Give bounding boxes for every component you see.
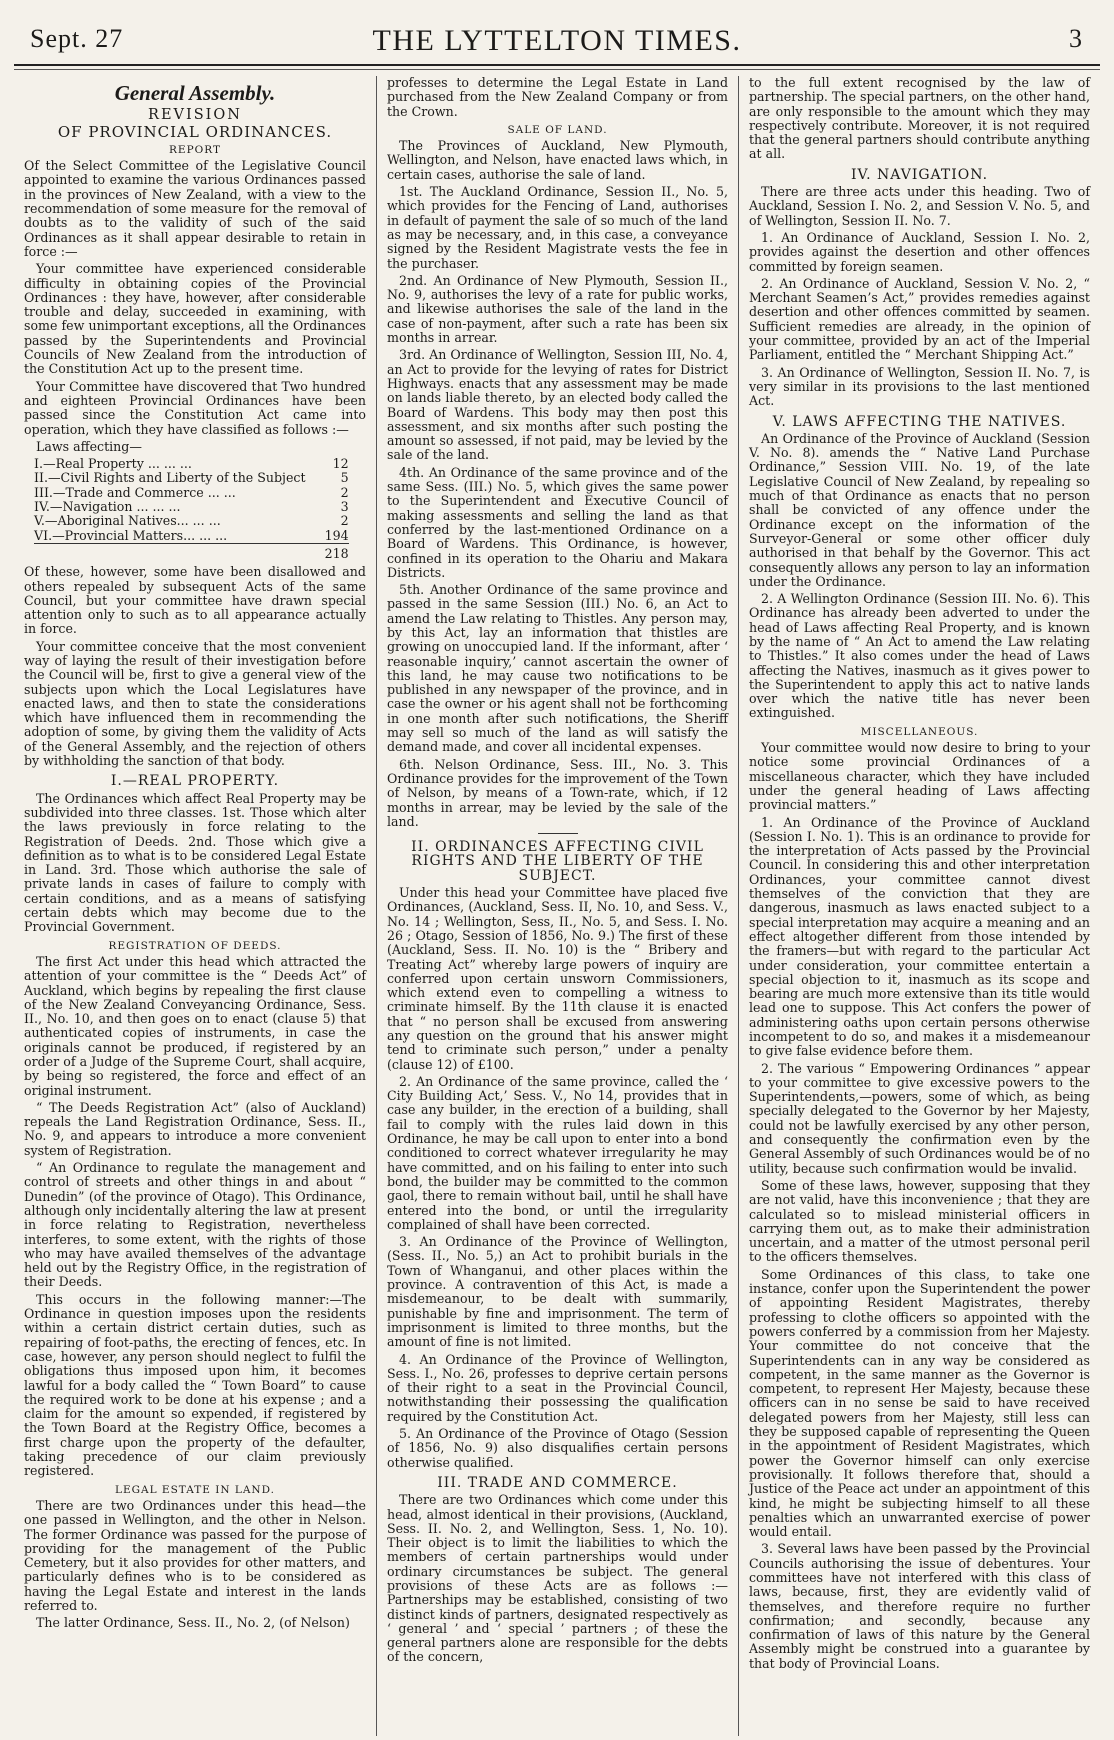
- table-row: [34, 500, 349, 514]
- issue-date: Sept. 27: [30, 24, 124, 53]
- paragraph: 2. An Ordinance of Auckland, Session V. No. 2, “ Merchant Seamen’s Act,” provides remedies against desertion and other offences committed by seamen. Sufficient remedies are already, in the opinion of your committee, provided by an act of the Imperial Parliament, entitled the “ Merchant Shipping Act.”: [749, 275, 1090, 363]
- table-row: [34, 486, 349, 500]
- paragraph: Some of these laws, however, supposing that they are not valid, have this inconvenience ; that they are calculated so to mislead ministerial officers in carrying them out, as to make their administration uncertain, and a matter of the utmost personal peril to the officers themselves.: [749, 1177, 1090, 1265]
- paragraph: Of these, however, some have been disallowed and others repealed by subsequent Acts of the same Council, but your committee have drawn special attention only to such as to all appearance actually in force.: [24, 564, 366, 637]
- paragraph: “ The Deeds Registration Act” (also of Auckland) repeals the Land Registration Ordinance, Sess. II., No. 9, and appears to introduce a more convenient system of Registration.: [24, 1099, 366, 1158]
- masthead-rule: [14, 66, 1100, 70]
- table-total-row: [34, 543, 349, 561]
- laws-total: 218: [319, 543, 349, 561]
- paragraph: 4. An Ordinance of the Province of Wellington, Sess. I., No. 26, professes to deprive certain persons of their right to a seat in the Provincial Council, notwithstanding their possessing the qualification required by the Constitution Act.: [387, 1351, 728, 1424]
- law-label: VI.—Provincial Matters... ... ...: [34, 527, 228, 543]
- paragraph: Your committee have experienced considerable difficulty in obtaining copies of the Provincial Ordinances : they have, however, after considerable trouble and delay, succeeded in examining, with some few unimportant exceptions, all the Ordinances passed by the Superintendents and Provincial Councils of New Zealand from the introduction of the Constitution Act up to the present time.: [24, 261, 366, 377]
- paragraph: The latter Ordinance, Sess. II., No. 2, (of Nelson): [36, 1615, 350, 1631]
- paragraph: Your committee conceive that the most convenient way of laying the result of their investigation before the Council will be, first to give a general view of the subjects upon which the Local Legislatures have enacted laws, and then to state the considerations which have influenced them in recommending the adoption of some, by giving them the validity of Acts of the General Assembly, and the rejection of others by withholding the sanction of that body.: [24, 638, 366, 769]
- paragraph: 4th. An Ordinance of the same province and of the same Sess. (III.) No. 5, which gives the same power to the Superintendent and Executive Council of making assessments and selling the land as that conferred by the last-mentioned Ordinance on a Board of Wardens. This Ordinance, is however, confined in its operation to the Ohariu and Makara Districts.: [387, 464, 728, 580]
- paragraph: 6th. Nelson Ordinance, Sess. III., No. 3. This Ordinance provides for the improvement of the Town of Nelson, by means of a Town-rate, which, if 12 months in arrear, may be levied by the sale of the land.: [387, 756, 728, 829]
- law-label: III.—Trade and Commerce ... ...: [34, 484, 236, 500]
- paragraph: professes to determine the Legal Estate in Land purchased from the New Zealand Company or from the Crown.: [387, 76, 728, 119]
- masthead: [14, 0, 1100, 66]
- article-subheading: OF PROVINCIAL ORDINANCES.: [57, 122, 333, 141]
- paragraph: 2nd. An Ordinance of New Plymouth, Session II., No. 9, authorises the levy of a rate for public works, and likewise authorises the sale of the land in the case of non-payment, after such a rate has been six months in arrear.: [387, 272, 728, 346]
- section-title: General Assembly.: [114, 81, 276, 105]
- laws-label: Laws affecting—: [36, 438, 142, 454]
- sale-heading: SALE OF LAND.: [507, 123, 608, 136]
- paragraph: An Ordinance of the Province of Auckland (Session V. No. 8). amends the “ Native Land Purchase Ordinance,” Session VIII. No. 19, of the late Legislative Council of New Zealand, by repealing so much of that Ordinance as enacts that no person shall be convicted of any offence under the Ordinance except on the information of the Surveyor-General or some other officer duly authorised in that behalf by the Governor. This act consequently allows any person to lay an information under the Ordinance.: [749, 430, 1090, 589]
- paragraph: The first Act under this head which attracted the attention of your committee is the “ Deeds Act” of Auckland, which begins by repealing the first clause of the New Zealand Conveyancing Ordinance, Sess. II., No. 10, and then goes on to enact (clause 5) that authenticated copies of instruments, in case the originals cannot be produced, if registered by an order of a Judge of the Supreme Court, shall acquire, by being so registered, the force and effect of an original instrument.: [24, 953, 366, 1098]
- report-label: REPORT: [169, 143, 221, 156]
- newspaper-title: THE LYTTELTON TIMES.: [372, 24, 742, 57]
- law-count: 12: [332, 456, 349, 472]
- law-count: 3: [340, 499, 349, 515]
- paragraph: 1. An Ordinance of Auckland, Session I. No. 2, provides against the desertion and other offences committed by foreign seamen.: [749, 229, 1090, 274]
- law-label: IV.—Navigation ... ... ...: [34, 499, 181, 515]
- table-row: [34, 529, 349, 544]
- law-label: II.—Civil Rights and Liberty of the Subject: [34, 470, 306, 486]
- paragraph: Under this head your Committee have placed five Ordinances, (Auckland, Sess. II, No. 10, and Sess. V., No. 14 ; Wellington, Sess, II., No. 5, and Sess. I. No. 26 ; Otago, Session of 1856, No. 9.) The first of these (Auckland, Sess. II. No. 10) is the “ Bribery and Treating Act” whereby large powers of inquiry are conferred upon certain unsworn Commissioners, which extend even to compelling a witness to criminate himself. By the 11th clause it is enacted that “ no person shall be excused from answering any question on the ground that his answer might tend to criminate such person,” under a penalty (clause 12) of £100.: [387, 885, 728, 1072]
- paragraph: Your committee would now desire to bring to your notice some provincial Ordinances of a miscellaneous character, which they have included under the general heading of Laws affecting provincial matters.”: [749, 740, 1090, 813]
- law-count: 2: [340, 513, 349, 529]
- paragraph: 2. A Wellington Ordinance (Session III. No. 6). This Ordinance has already been adverted to under the head of Laws affecting Real Property, and is known by the name of “ An Act to amend the Law relating to Thistles.” It also comes under the head of Laws affecting the Natives, inasmuch as it gives power to the Superintendent to apply this act to native lands over which the native title has never been extinguished.: [749, 591, 1090, 721]
- paragraph: 3rd. An Ordinance of Wellington, Session III, No. 4, an Act to provide for the levying of rates for District Highways. enacts that any assessment may be made on lands liable thereto, by an elected body called the Board of Wardens. This body may then post this assessment, and six months after such posting the amount so assessed, if not paid, may be levied by the sale of the land.: [387, 347, 728, 463]
- registration-heading: REGISTRATION OF DEEDS.: [108, 939, 282, 952]
- legal-estate-heading: LEGAL ESTATE IN LAND.: [114, 1483, 276, 1496]
- laws-table: [34, 457, 349, 561]
- table-row: [34, 514, 349, 528]
- paragraph: 5. An Ordinance of the Province of Otago (Session of 1856, No. 9) also disqualifies certain persons otherwise qualified.: [387, 1426, 728, 1470]
- misc-heading: MISCELLANEOUS.: [860, 725, 979, 738]
- paragraph: 3. An Ordinance of Wellington, Session II. No. 7, is very similar in its provisions to the last mentioned Act.: [749, 364, 1090, 409]
- column-1: [14, 76, 376, 1736]
- trade-heading: III. TRADE AND COMMERCE.: [437, 1474, 678, 1491]
- law-count: 5: [340, 470, 349, 486]
- columns: [14, 76, 1100, 1736]
- table-row: [34, 471, 349, 485]
- column-3: [738, 76, 1100, 1736]
- paragraph: There are two Ordinances which come under this head, almost identical in their provisions, (Auckland, Sess. II. No. 2, and Wellington, Sess. 1, No. 10). Their object is to limit the liabilities to which the members of certain partnerships would under ordinary circumstances be subject. The general provisions of these Acts are as follows :—Partnerships may be established, consisting of two distinct kinds of partners, designated respectively as ‘ general ’ and ‘ special ’ partners ; of these the general partners alone are responsible for the debts of the concern,: [387, 1492, 728, 1665]
- paragraph: The Provinces of Auckland, New Plymouth, Wellington, and Nelson, have enacted laws which, in certain cases, authorise the sale of land.: [387, 138, 728, 182]
- natives-heading: V. LAWS AFFECTING THE NATIVES.: [772, 413, 1067, 430]
- paragraph: 2. The various “ Empowering Ordinances ” appear to your committee to give excessive powers to the Superintendents,—powers, some of which, as being specially delegated to the Governor by her Majesty, could not be lawfully exercised by any other person, and consequently the confirmation even by the General Assembly of such Ordinances would be of no utility, because such confirmation would be invalid.: [749, 1060, 1090, 1176]
- paragraph: This occurs in the following manner:—The Ordinance in question imposes upon the residents within a certain district certain duties, such as repairing of foot-paths, the erecting of fences, etc. In case, however, any person should neglect to fulfil the obligations thus imposed upon him, it becomes lawful for a body called the “ Town Board” to cause the required work to be done at his expense ; and a claim for the amount so expended, if registered by the Town Board at the Registry Office, becomes a first charge upon the property of the defaulter, taking precedence of our claim previously registered.: [24, 1291, 366, 1479]
- law-count: 2: [340, 484, 349, 500]
- law-count: 194: [324, 527, 349, 543]
- paragraph: Your Committee have discovered that Two hundred and eighteen Provincial Ordinances have been passed since the Constitution Act came into operation, which they have classified as follows :—: [24, 378, 366, 437]
- paragraph: There are three acts under this heading. Two of Auckland, Session I. No. 2, and Session V. No. 5, and of Wellington, Session II. No. 7.: [749, 184, 1090, 228]
- paragraph: Some Ordinances of this class, to take one instance, confer upon the Superintendent the power of appointing Resident Magistrates, thereby professing to clothe officers so appointed with the powers conferred by a commission from her Majesty. Your committee do not conceive that the Superintendents can in any way be considered as competent, in the same manner as the Governor is competent, to represent Her Majesty, because these officers can in no sense be said to have received delegated powers from her Majesty, still less can they be supposed capable of representing the Queen in the appointment of Resident Magistrates, which power the Governor himself can only exercise provisionally. It follows therefore that, should a Justice of the Peace act under an appointment of this kind, he might be subjecting himself to all these penalties which an unwarranted exercise of power would entail.: [749, 1266, 1090, 1540]
- article-heading: REVISION: [148, 107, 242, 124]
- paragraph: 1. An Ordinance of the Province of Auckland (Session I. No. 1). This is an ordinance to provide for the interpretation of Acts passed by the Provincial Council. In considering this and other interpretation Ordinances, your committee cannot divest themselves of the conviction that they are dangerous, inasmuch as laws enacted subject to a special interpretation may acquire a meaning and an effect altogether different from those intended by the framers—but with regard to the particular Act under consideration, your committee entertain a special objection to it, inasmuch as its scope and bearing are much more extensive than its title would lead one to suppose. This Act confers the power of administering oaths upon certain persons otherwise incompetent to do so, and makes it a misdemeanour to give false evidence before them.: [749, 814, 1090, 1059]
- navigation-heading: IV. NAVIGATION.: [850, 166, 989, 183]
- column-2: [376, 76, 738, 1736]
- paragraph: The Ordinances which affect Real Property may be subdivided into three classes. 1st. Those which alter the laws previously in force relating to the Registration of Deeds. 2nd. Those which give a definition as to what is to be considered Legal Estate in Land. 3rd. Those which authorise the sale of private lands in cases of failure to comply with certain conditions, and as a means of satisfying certain debts which may become due to the Provincial Government.: [24, 790, 366, 935]
- page-number: 3: [1069, 24, 1082, 53]
- paragraph: Of the Select Committee of the Legislative Council appointed to examine the various Ordinances passed in the provinces of New Zealand, with a view to the recommendation of some measure for the removal of doubts as to the validity of such of the said Ordinances as it shall appear desirable to retain in force :—: [24, 158, 366, 259]
- civil-rights-heading: II. ORDINANCES AFFECTING CIVIL RIGHTS AND THE LIBERTY OF THE SUBJECT.: [411, 839, 704, 884]
- divider: [538, 833, 578, 834]
- law-label: I.—Real Property ... ... ...: [34, 456, 192, 472]
- paragraph: There are two Ordinances under this head—the one passed in Wellington, and the other in Nelson. The former Ordinance was passed for the purpose of providing for the management of the Public Cemetery, but it also provides for other matters, and particularly defines who is to be considered as having the Legal Estate and interest in the lands referred to.: [24, 1497, 366, 1613]
- paragraph: 5th. Another Ordinance of the same province and passed in the same Session (III.) No. 6, an Act to amend the Law relating to Thistles. Any person may, by this Act, lay an information that thistles are growing on unoccupied land. If the informant, after ‘ reasonable inquiry,’ cannot ascertain the owner of this land, he may cause two notifications to be published in any newspaper of the province, and in case the owner or his agent shall not be forthcoming in one month after such notifications, the Sheriff may sell so much of the land as will satisfy the demand made, and cover all incidental expenses.: [387, 582, 728, 755]
- real-property-heading: I.—REAL PROPERTY.: [110, 773, 280, 790]
- paragraph: “ An Ordinance to regulate the management and control of streets and other things in and about “ Dunedin” (of the province of Otago). This Ordinance, although only incidentally altering the law at present in force relating to Registration, nevertheless interferes, to some extent, with the rights of those who may have availed themselves of the advantage held out by the Registry Office, in the registration of their Deeds.: [24, 1160, 366, 1290]
- paragraph: to the full extent recognised by the law of partnership. The special partners, on the other hand, are only responsible to the amount which they may respectively contribute. Moreover, it is not required that the general partners should contribute anything at all.: [749, 76, 1090, 162]
- paragraph: 3. An Ordinance of the Province of Wellington, (Sess. II., No. 5,) an Act to prohibit burials in the Town of Whanganui, and other places within the province. A contravention of this Act, is made a misdemeanour, to be dealt with summarily, punishable by fine and imprisonment. The term of imprisonment is limited to three months, but the amount of fine is not limited.: [387, 1234, 728, 1350]
- table-row: [34, 457, 349, 471]
- paragraph: 2. An Ordinance of the same province, called the ‘ City Building Act,’ Sess. V., No 14, provides that in case any builder, in the erection of a building, shall fail to comply with the rules laid down in this Ordinance, he may be call upon to enter into a bond conditioned to correct whatever irregularity he may have committed, and on his failing to enter into such bond, the builder may be committed to the common gaol, there to remain without bail, until he shall have entered into the bond, or until the irregularity complained of shall have been corrected.: [387, 1073, 728, 1232]
- law-label: V.—Aboriginal Natives... ... ...: [34, 513, 221, 529]
- paragraph: 1st. The Auckland Ordinance, Session II., No. 5, which provides for the Fencing of Land, authorises in default of payment the sale of so much of the land as may be necessary, and, in this case, a conveyance signed by the Resident Magistrate vests the fee in the purchaser.: [387, 184, 728, 271]
- paragraph: 3. Several laws have been passed by the Provincial Councils authorising the issue of debentures. Your committees have not interfered with this class of laws, because, first, they are evidently valid of themselves, and therefore require no further confirmation; and secondly, because any confirmation of laws of this nature by the General Assembly might be construed into a guarantee by that body of Provincial Loans.: [749, 1541, 1090, 1671]
